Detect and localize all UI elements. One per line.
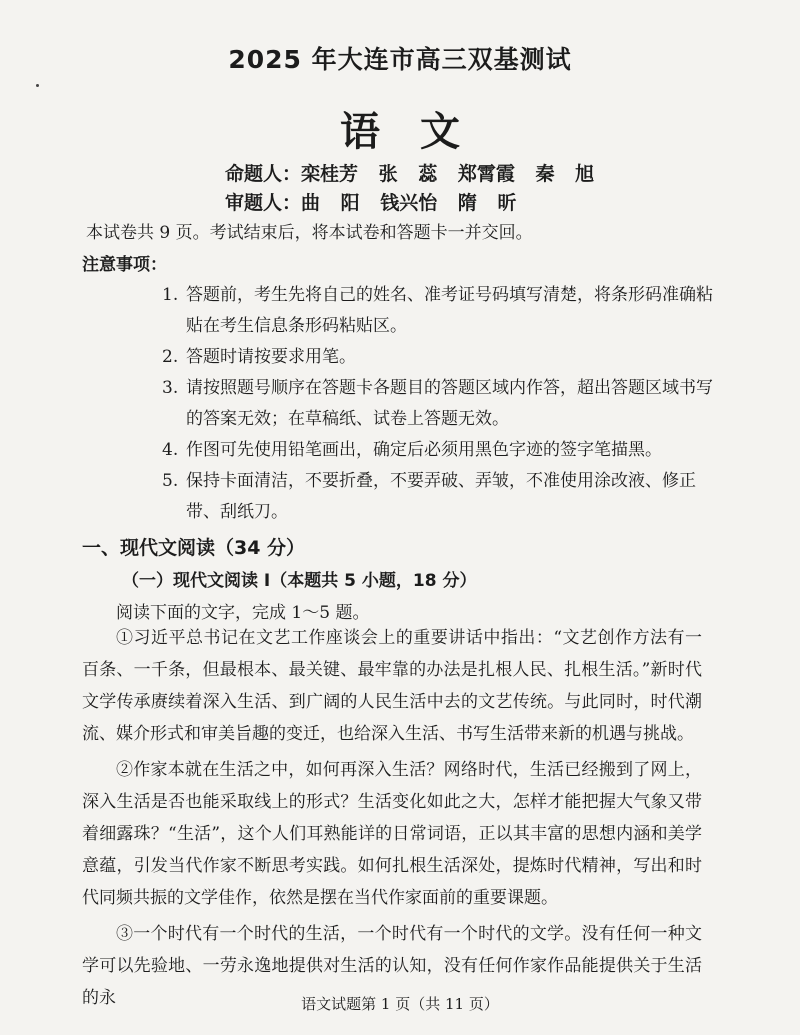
notice-heading: 注意事项： xyxy=(82,255,167,275)
notice-item-number: 3. xyxy=(162,378,179,398)
notice-item-text: 保持卡面清洁，不要折叠，不要弄破、弄皱，不准使用涂改液、修正带、刮纸刀。 xyxy=(186,471,696,522)
passage-paragraph: ②作家本就在生活之中，如何再深入生活？网络时代，生活已经搬到了网上，深入生活是否也能采取线上的形式？生活变化如此之大，怎样才能把握大气象又带着细露珠？“生活”，这个人们耳熟能详的日常词语，正以其丰富的思想内涵和美学意蕴，引发当代作家不断思考实践。如何扎根生活深处，提炼时代精神，写出和时代同频共振的文学佳作，依然是摆在当代作家面前的重要课题。 xyxy=(82,760,702,908)
reviewers-label: 审题人： xyxy=(225,192,302,214)
subsection-heading: （一）现代文阅读 I（本题共 5 小题，18 分） xyxy=(122,571,477,591)
reviewers-names: 曲 阳 钱兴怡 隋 昕 xyxy=(301,192,517,214)
passage-paragraph: ①习近平总书记在文艺工作座谈会上的重要讲话中指出：“文艺创作方法有一百条、一千条，但最根本、最关键、最牢靠的办法是扎根人民、扎根生活。”新时代文学传承赓续着深入生活、到广阔的人民生活中去的文艺传统。与此同时，时代潮流、媒介形式和审美旨趣的变迁，也给深入生活、书写生活带来新的机遇与挑战。 xyxy=(82,628,702,744)
setters-label: 命题人： xyxy=(225,163,302,185)
section-heading: 一、现代文阅读（34 分） xyxy=(82,537,306,559)
subject-title: 语文 xyxy=(340,109,500,155)
notice-item-number: 1. xyxy=(162,285,179,305)
reading-passage xyxy=(82,622,702,1018)
notice-item-text: 答题前，考生先将自己的姓名、准考证号码填写清楚，将条形码准确粘贴在考生信息条形码粘贴区。 xyxy=(186,285,713,336)
notice-item-number: 2. xyxy=(162,347,179,367)
notice-item-number: 4. xyxy=(162,440,179,460)
notice-item-number: 5. xyxy=(162,471,179,491)
notice-item-text: 请按照题号顺序在答题卡各题目的答题区域内作答，超出答题区域书写的答案无效；在草稿纸、试卷上答题无效。 xyxy=(186,378,713,429)
passage-paragraph: ③一个时代有一个时代的生活，一个时代有一个时代的文学。没有任何一种文学可以先验地、一劳永逸地提供对生活的认知，没有任何作家作品能提供关于生活的永 xyxy=(82,924,702,1008)
notice-list xyxy=(162,280,722,528)
notice-item-text: 答题时请按要求用笔。 xyxy=(186,347,356,367)
notice-item xyxy=(162,466,722,528)
question-setters xyxy=(225,159,594,186)
notice-item xyxy=(162,373,722,435)
question-reviewers xyxy=(225,188,516,215)
setters-names: 栾桂芳 张 蕊 郑霄霞 秦 旭 xyxy=(301,163,595,185)
notice-item-text: 作图可先使用铅笔画出，确定后必须用黑色字迹的签字笔描黑。 xyxy=(186,440,662,460)
page-footer: 语文试题第 1 页（共 11 页） xyxy=(301,995,499,1013)
notice-item xyxy=(162,435,722,466)
exam-intro: 本试卷共 9 页。考试结束后，将本试卷和答题卡一并交回。 xyxy=(86,223,533,243)
scan-speck xyxy=(36,84,39,87)
exam-title: 2025 年大连市高三双基测试 xyxy=(228,45,572,74)
notice-item xyxy=(162,342,722,373)
reading-instruction: 阅读下面的文字，完成 1～5 题。 xyxy=(116,603,370,623)
notice-item xyxy=(162,280,722,342)
